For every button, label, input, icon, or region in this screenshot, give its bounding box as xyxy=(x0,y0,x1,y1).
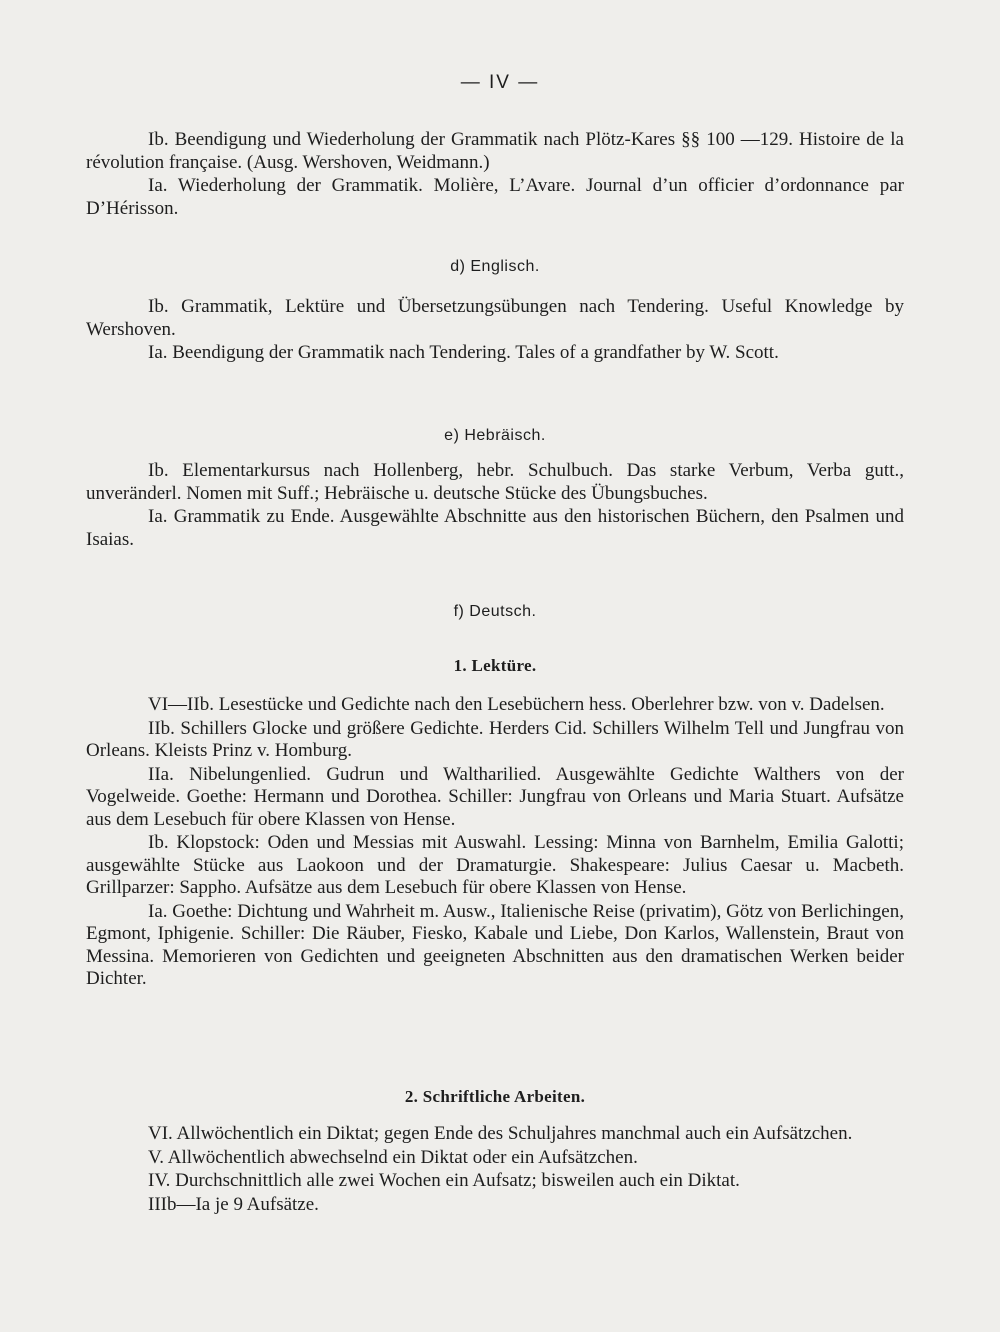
paragraph-v: V. Allwöchentlich abwechselnd ein Diktat oder ein Aufsätzchen. xyxy=(148,1146,638,1168)
paragraph-iib: IIb. Schillers Glocke und größere Gedichte. Herders Cid. Schillers Wilhelm Tell und Jungfrau von Orleans. Kleists Prinz v. Homburg. xyxy=(86,717,904,761)
section-heading: d) Englisch. xyxy=(450,258,540,275)
page-number: — IV — xyxy=(460,72,540,93)
heading-englisch xyxy=(86,258,904,276)
paragraph-vi-iib: VI—IIb. Lesestücke und Gedichte nach den Lesebüchern hess. Oberlehrer bzw. von v. Dadelsen. xyxy=(148,694,885,715)
heading-deutsch xyxy=(86,603,904,621)
paragraph-ia-deutsch: Ia. Goethe: Dichtung und Wahrheit m. Ausw., Italienische Reise (privatim), Götz von Berlichingen, Egmont, Iphigenie. Schiller: Die Räuber, Fiesko, Kabale und Liebe, Don Karlos, Wallenstein, Braut von Messina. Memorieren von Gedichten und geeigneten Abschnitten aus den dramatischen Werken beider Dichter. xyxy=(86,900,904,989)
lektuere-section xyxy=(86,694,904,992)
paragraph-ia-englisch: Ia. Beendigung der Grammatik nach Tendering. Tales of a grandfather by W. Scott. xyxy=(148,342,779,363)
french-section xyxy=(86,129,904,221)
paragraph-ib-franzoesisch: Ib. Beendigung und Wiederholung der Grammatik nach Plötz-Kares §§ 100 —129. Histoire de la révolution française. (Ausg. Wershoven, Weidmann.) xyxy=(86,129,904,173)
englisch-section xyxy=(86,296,904,366)
section-heading: f) Deutsch. xyxy=(453,603,537,620)
paragraph-ib-hebraeisch: Ib. Elementarkursus nach Hollenberg, hebr. Schulbuch. Das starke Verbum, Verba gutt., unveränderl. Nomen mit Suff.; Hebräische u. deutsche Stücke des Übungsbuches. xyxy=(86,460,904,504)
schriftlich-section xyxy=(86,1123,904,1217)
paragraph-iiib-ia: IIIb—Ia je 9 Aufsätze. xyxy=(148,1193,319,1215)
section-heading: e) Hebräisch. xyxy=(444,427,546,444)
heading-schriftlich xyxy=(86,1087,904,1107)
paragraph-vi: VI. Allwöchentlich ein Diktat; gegen Ende des Schuljahres manchmal auch ein Aufsätzchen. xyxy=(148,1123,853,1144)
paragraph-ib-deutsch: Ib. Klopstock: Oden und Messias mit Auswahl. Lessing: Minna von Barnhelm, Emilia Galotti; ausgewählte Stücke aus Laokoon und der Dramaturgie. Shakespeare: Julius Caesar u. Macbeth. Grillparzer: Sappho. Aufsätze aus dem Lesebuch für obere Klassen von Hense. xyxy=(86,832,904,898)
hebraeisch-section xyxy=(86,460,904,552)
paragraph-ib-englisch: Ib. Grammatik, Lektüre und Übersetzungsübungen nach Tendering. Useful Knowledge by Wershoven. xyxy=(86,296,904,340)
heading-hebraeisch xyxy=(86,427,904,445)
subsection-heading: 2. Schriftliche Arbeiten. xyxy=(404,1087,586,1106)
subsection-heading: 1. Lektüre. xyxy=(453,656,537,675)
heading-lektuere xyxy=(86,656,904,676)
paragraph-iv: IV. Durchschnittlich alle zwei Wochen ein Aufsatz; bisweilen auch ein Diktat. xyxy=(148,1170,740,1191)
paragraph-ia-hebraeisch: Ia. Grammatik zu Ende. Ausgewählte Abschnitte aus den historischen Büchern, den Psalmen und Isaias. xyxy=(86,506,904,550)
paragraph-ia-franzoesisch: Ia. Wiederholung der Grammatik. Molière, L’Avare. Journal d’un officier d’ordonnance par D’Hérisson. xyxy=(86,175,904,219)
paragraph-iia: IIa. Nibelungenlied. Gudrun und Waltharilied. Ausgewählte Gedichte Walthers von der Vogelweide. Goethe: Hermann und Dorothea. Schiller: Jungfrau von Orleans und Maria Stuart. Aufsätze aus dem Lesebuch für obere Klassen von Hense. xyxy=(86,763,904,830)
